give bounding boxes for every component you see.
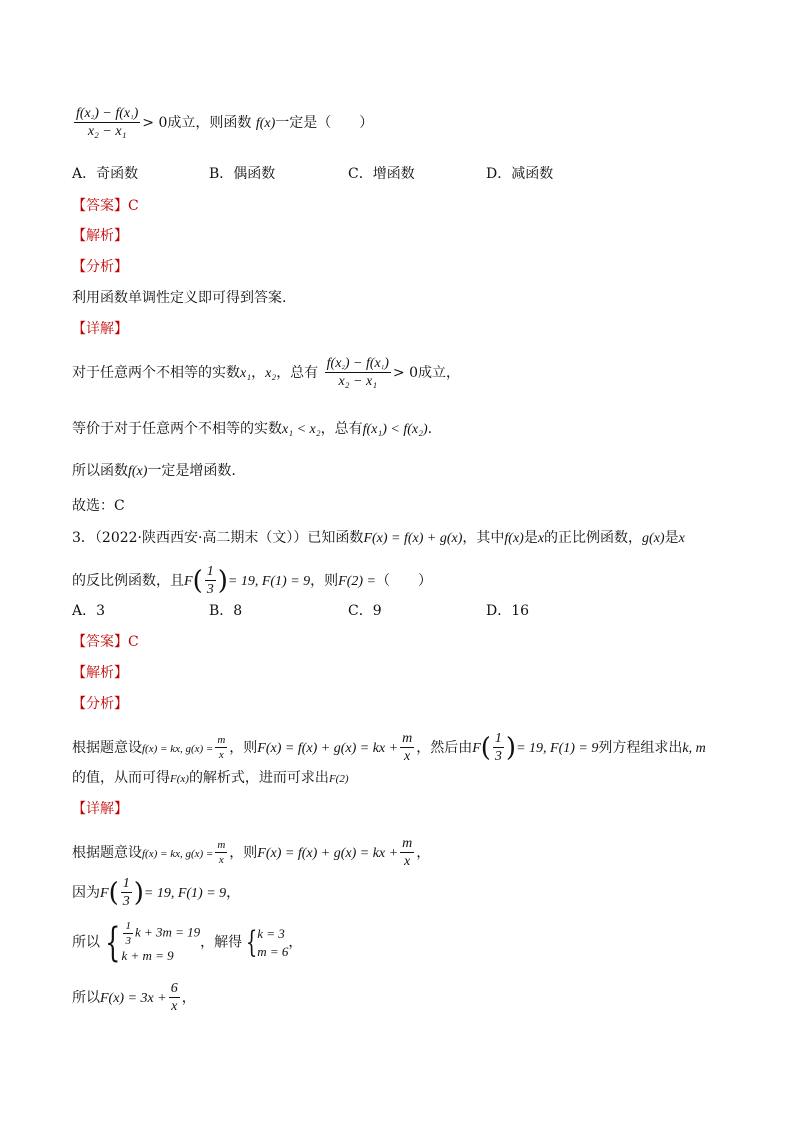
q3-detail-line-4 — [72, 981, 196, 1015]
q2-detail2-end: . — [427, 421, 433, 437]
q3-stem2-F: F — [184, 573, 193, 589]
q3-d1-end: ， — [416, 844, 431, 861]
q3-detail-line-1 — [72, 836, 430, 870]
q3-detail-line-3 — [72, 920, 302, 965]
q3-option-b[interactable]: B．8 — [209, 603, 243, 619]
q3-stem1-fx: f(x) — [504, 531, 524, 546]
q2-xiangjie-tag: 【详解】 — [72, 321, 128, 337]
q3-fenxi-line-1: 根据题意设f(x) = kx, g(x) = $\frac{m}{x}$ ，则F(x) = f(x) + g(x) = kx + $\frac{m}{x}$ ，然后由F( $\frac{1}{3}$ )= 19, F(1) = 9列方程组求出k, m — [72, 731, 706, 765]
q3-d3-solution — [257, 925, 288, 961]
q3-stem2-fraction: $\frac{1}{3}$ — [206, 564, 214, 598]
q3-stem1-text-b: ，其中 — [462, 530, 505, 546]
q2-inequality-fraction: $\frac{\text{f(x₂) − f(x₁)}}{\text{x₂ − x₁}}$ — [76, 106, 139, 140]
q2-answer-tag: 【答案】C — [72, 198, 139, 214]
q2-option-d[interactable]: D．减函数 — [486, 166, 554, 182]
q3-d3-text-a: 所以 — [72, 934, 100, 951]
q3-d3-sol1: k = 3 — [257, 925, 285, 941]
q3-options — [72, 601, 722, 621]
q3-stem2-text-c: ，则 — [310, 572, 339, 589]
q2-option-b[interactable]: B．偶函数 — [209, 166, 276, 182]
q3-stem1-x2: x — [678, 531, 685, 546]
q3-d4-text-a: 所以 — [72, 989, 100, 1006]
q3-d3-system: $\frac{1}{3}$ k + 3m = 19 k + m = 9 — [121, 920, 201, 964]
q3-d1-text-a: 根据题意设 — [72, 844, 142, 861]
q3-fenxi-tag: 【分析】 — [72, 696, 128, 712]
q2-analysis-tag: 【解析】 — [72, 228, 128, 244]
q3-d1-F: F(x) = f(x) + g(x) = kx + — [257, 845, 399, 861]
q3-d4-end: ， — [181, 989, 196, 1006]
q3-fenxi2-F2: F(2) — [328, 773, 349, 785]
q3-d1-fraction: $\frac{m}{x}$ — [402, 836, 413, 870]
q3-d4-fraction: $\frac{6}{x}$ — [170, 981, 178, 1015]
left-brace-icon: { — [245, 924, 258, 960]
q3-d2-F: F — [100, 885, 109, 901]
q2-detail-line-2 — [72, 419, 432, 440]
q2-detail2-ineq2: f(x₁) < f(x₂) — [362, 422, 428, 437]
q3-fenxi1-set: f(x) = kx, g(x) = — [142, 742, 214, 755]
q3-stem2-text-a: 的反比例函数，且 — [72, 572, 184, 589]
q3-fenxi1-fraction-small: $\frac{m}{x}$ — [217, 734, 226, 762]
q3-stem-line-2: 的反比例函数，且F( $\frac{1}{3}$ )= 19, F(1) = 9，则F(2) =（ ） — [72, 564, 432, 598]
q3-option-c[interactable]: C．9 — [348, 603, 382, 619]
q2-stem-end: 一定是（ ） — [275, 114, 374, 131]
q2-detail-line-3 — [72, 461, 236, 482]
q2-choose: 故选：C — [72, 498, 125, 514]
q3-stem1-text-a: 3．（2022·陕西西安·高二期末（文））已知函数 — [72, 530, 364, 546]
q3-stem1-text-e: 是 — [664, 530, 679, 546]
q3-d3-end: ， — [288, 934, 303, 951]
q3-fenxi1-F: F(x) = f(x) + g(x) = kx + — [257, 740, 399, 756]
q3-fenxi1-values: = 19, F(1) = 9 — [516, 740, 599, 756]
q2-detail3-fx: f(x) — [128, 464, 148, 479]
q3-d2-third: $\frac{1}{3}$ — [122, 876, 130, 910]
q3-stem2-text-d: （ ） — [375, 572, 432, 589]
q3-d3-eq1: k + 3m = 19 — [134, 924, 201, 940]
q2-detail1-text-a: 对于任意两个不相等的实数 — [72, 364, 240, 381]
q3-fenxi1-text-c: ，然后由 — [416, 739, 473, 756]
q3-fenxi2-text-b: 的解析式，进而可求出 — [188, 770, 329, 786]
q3-d1-set: f(x) = kx, g(x) = — [142, 847, 214, 860]
q2-stem-tail: > 0成立，则函数 — [142, 114, 252, 131]
q2-detail3-text-a: 所以函数 — [72, 463, 128, 479]
q3-option-a[interactable]: A．3 — [72, 603, 106, 619]
q2-detail1-fraction: $\frac{\text{f(x₂) − f(x₁)}}{\text{x₂ − x₁}}$ — [326, 356, 389, 390]
q2-detail1-x2: x₂ — [265, 365, 277, 381]
q3-d1-fraction-small: $\frac{m}{x}$ — [217, 839, 226, 867]
q3-fenxi2-text-a: 的值，从而可得 — [72, 770, 170, 786]
q2-detail1-sep: ， — [251, 364, 266, 381]
q2-detail-line-1 — [72, 356, 460, 390]
q3-analysis-tag: 【解析】 — [72, 665, 128, 681]
q3-fenxi-line-2 — [72, 768, 348, 789]
q3-fenxi1-fraction: $\frac{m}{x}$ — [402, 731, 413, 765]
q3-fenxi2-Fx: F(x) — [170, 773, 189, 785]
q2-stem-line — [72, 106, 373, 140]
q3-detail-line-2: 因为F( $\frac{1}{3}$ )= 19, F(1) = 9， — [72, 876, 241, 910]
q3-d2-values: = 19, F(1) = 9 — [143, 885, 227, 901]
q2-fenxi-text: 利用函数单调性定义即可得到答案. — [72, 290, 287, 306]
q3-d2-end: ， — [226, 884, 241, 901]
q3-fenxi1-third: $\frac{1}{3}$ — [494, 731, 502, 765]
q2-detail2-text-b: ，总有 — [320, 421, 363, 437]
q3-d3-sol2: m = 6 — [257, 943, 289, 959]
q3-stem2-F2: F(2) = — [338, 573, 376, 589]
q3-fenxi1-text-b: ，则 — [229, 739, 258, 756]
q2-fenxi-tag: 【分析】 — [72, 259, 128, 275]
q3-d4-F: F(x) = 3x + — [100, 990, 167, 1006]
q3-fenxi1-text-a: 根据题意设 — [72, 739, 142, 756]
q2-detail2-ineq: x₁ < x₂ — [282, 422, 321, 437]
left-brace-icon: { — [105, 919, 121, 966]
q3-d1-text-b: ，则 — [229, 844, 258, 861]
q2-detail2-text-a: 等价于对于任意两个不相等的实数 — [72, 421, 282, 437]
q3-xiangjie-tag: 【详解】 — [72, 801, 128, 817]
q3-stem-line-1 — [72, 528, 685, 549]
q3-d3-text-b: ，解得 — [200, 934, 243, 951]
q3-stem1-F: F(x) = f(x) + g(x) — [363, 531, 463, 546]
q3-stem1-text-c: 是 — [523, 530, 538, 546]
q2-detail1-x1: x₁ — [240, 365, 252, 381]
q3-stem2-values: = 19, F(1) = 9 — [227, 573, 311, 589]
q3-option-d[interactable]: D．16 — [486, 603, 530, 619]
q2-stem-fx: f(x) — [255, 115, 276, 131]
q2-option-c[interactable]: C．增函数 — [348, 166, 415, 182]
q2-option-a[interactable]: A．奇函数 — [72, 166, 139, 182]
q3-stem1-x: x — [537, 531, 545, 546]
q3-d3-eq2: k + m = 9 — [121, 948, 174, 964]
q2-options — [72, 164, 722, 184]
q3-stem1-gx: g(x) — [642, 531, 665, 546]
q3-stem1-text-d: 的正比例函数， — [544, 530, 643, 546]
q3-d2-text-a: 因为 — [72, 884, 100, 901]
q3-answer-tag: 【答案】C — [72, 634, 139, 650]
q2-detail1-text-b: ，总有 — [276, 364, 319, 381]
q3-fenxi1-text-e: 列方程组求出 — [598, 739, 683, 756]
q2-detail1-text-c: > 0成立， — [392, 364, 461, 381]
q2-detail3-text-b: 一定是增函数. — [147, 463, 236, 479]
q3-fenxi1-km: k, m — [682, 740, 706, 756]
q3-fenxi1-F13: F — [472, 740, 481, 756]
